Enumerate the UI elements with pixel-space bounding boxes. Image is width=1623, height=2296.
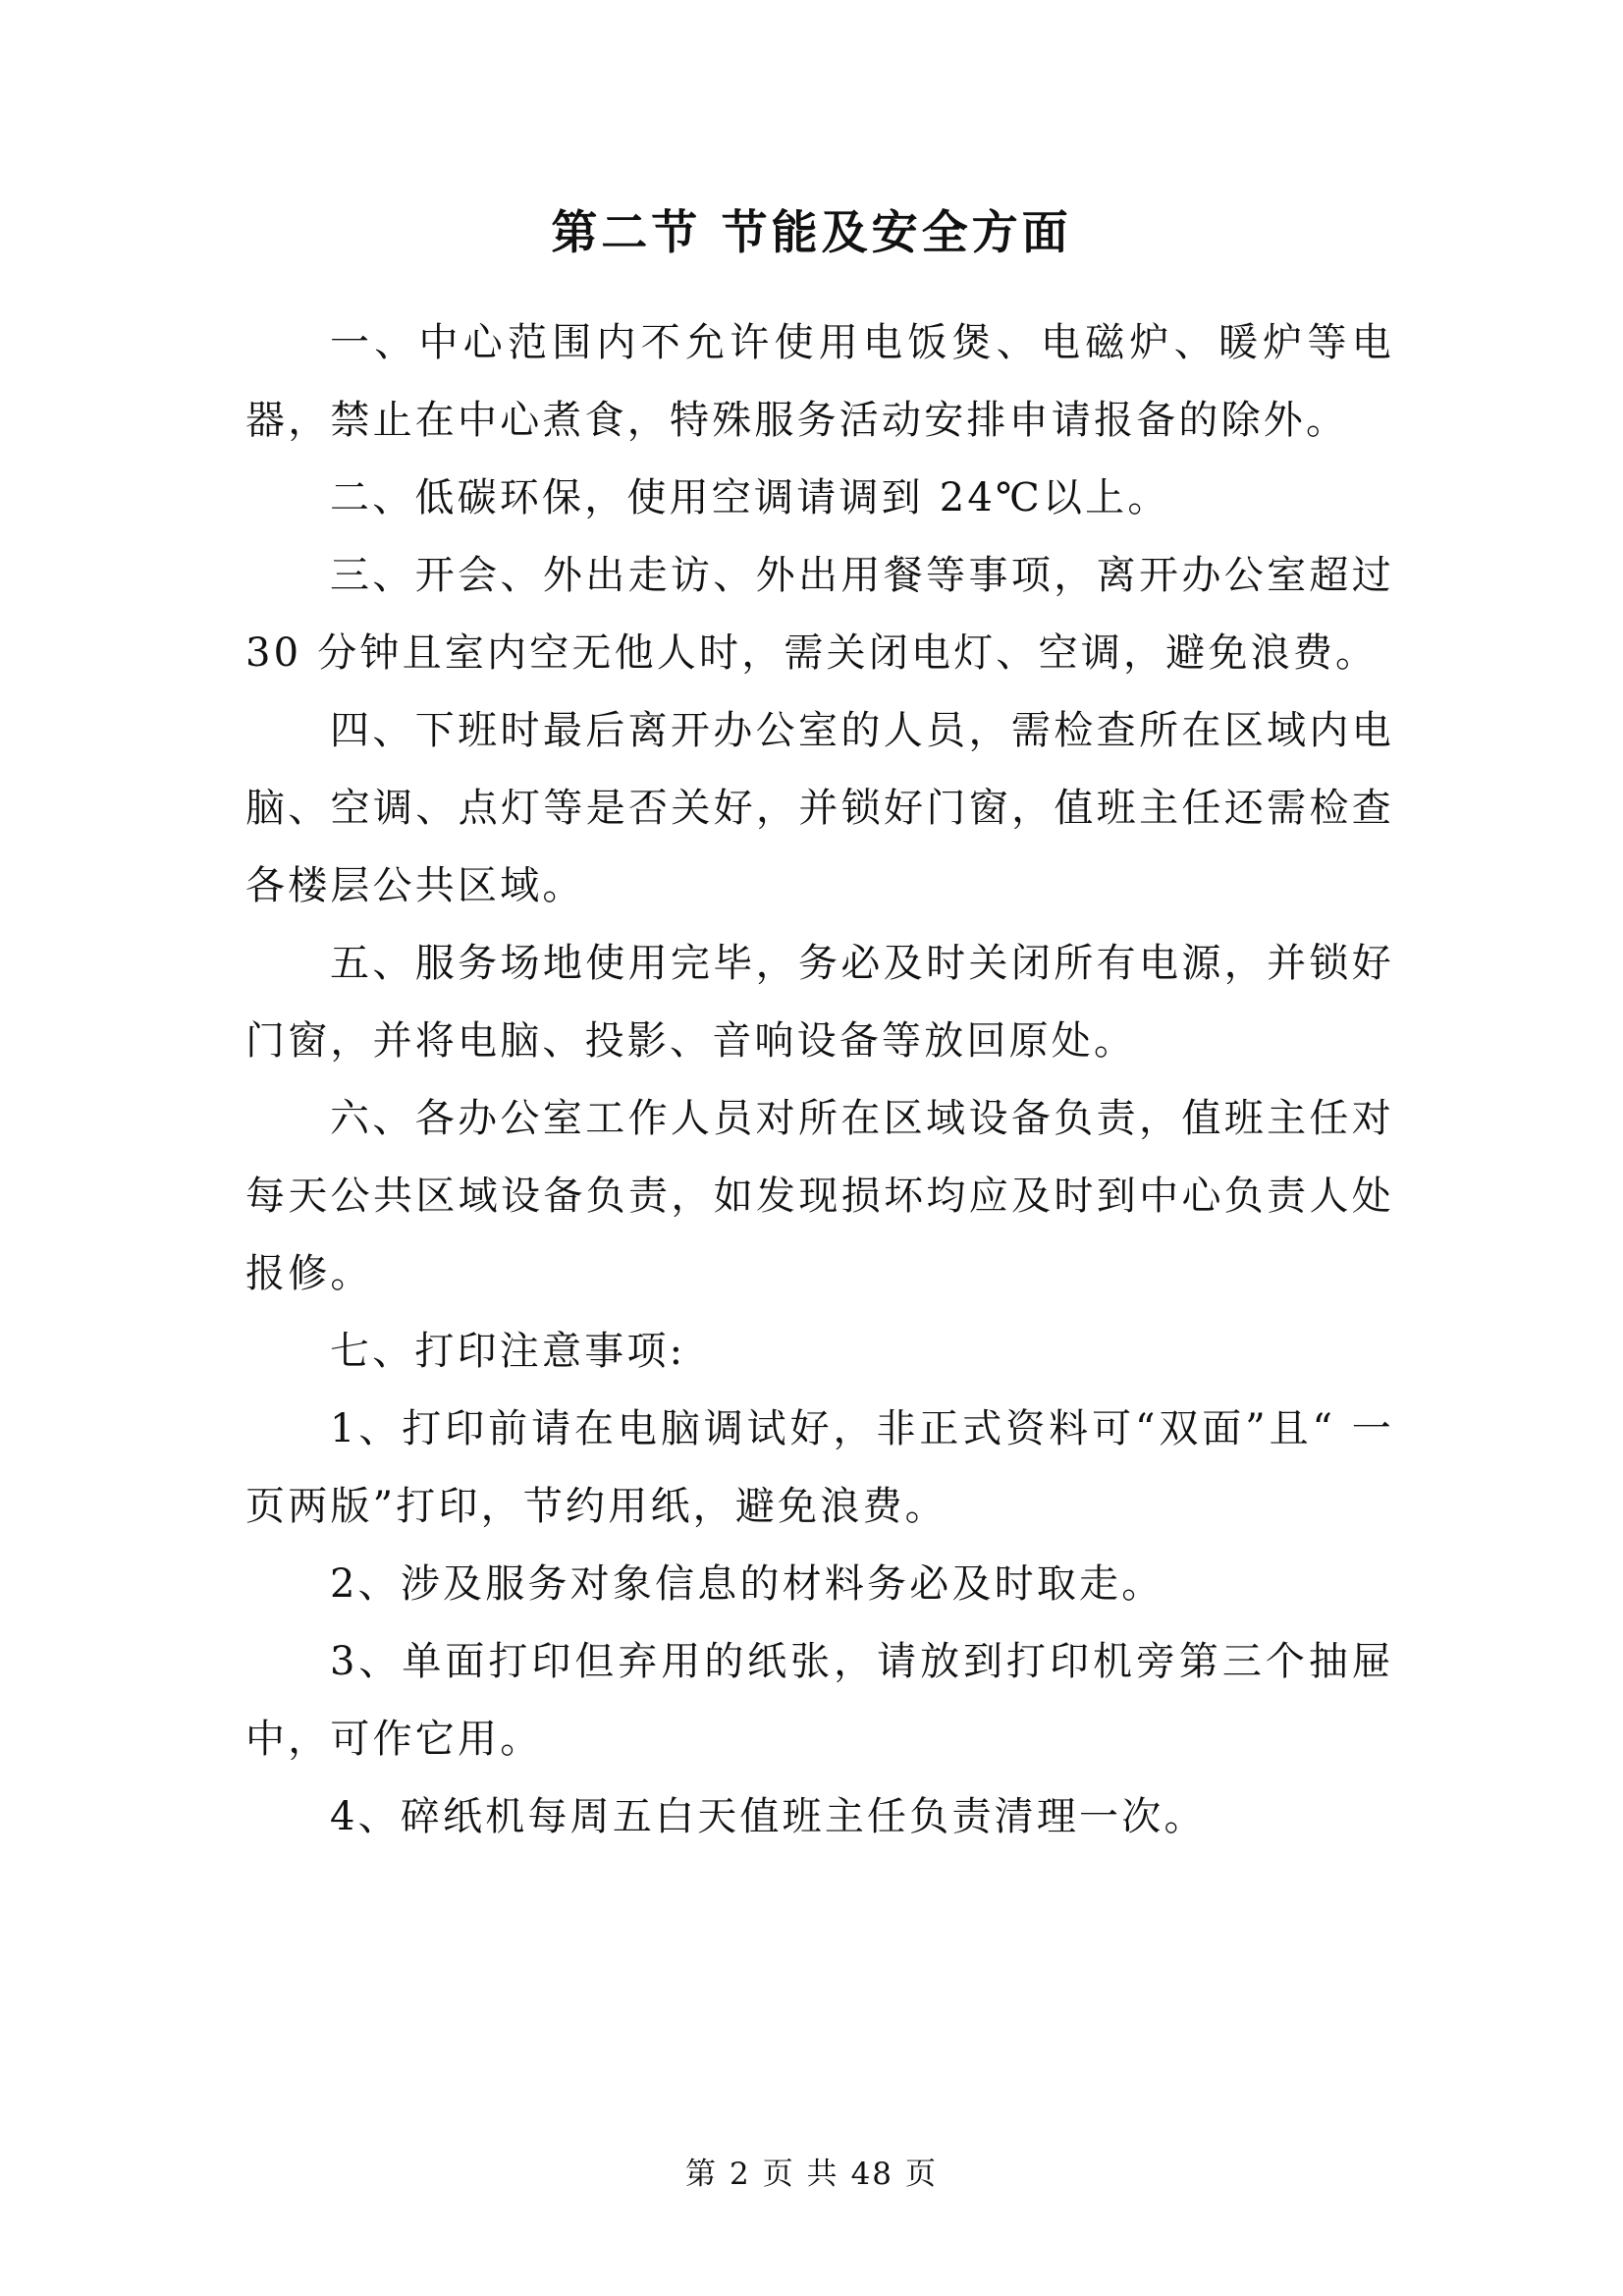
- document-body: [245, 304, 1394, 1856]
- paragraph-7-item-4: 4、碎纸机每周五白天值班主任负责清理一次。: [330, 1794, 1207, 1839]
- page-footer: [0, 2149, 1623, 2193]
- paragraph-7-item-2: 2、涉及服务对象信息的材料务必及时取走。: [330, 1561, 1164, 1607]
- paragraph-4: 四、下班时最后离开办公室的人员，需检查所在区域内电脑、空调、点灯等是否关好，并锁好门窗，值班主任还需检查各楼层公共区域。: [245, 708, 1394, 908]
- footer-prefix: 第: [684, 2157, 718, 2192]
- paragraph-7-item-1: 1、打印前请在电脑调试好，非正式资料可“双面”且“ 一页两版”打印，节约用纸，避免浪费。: [245, 1406, 1394, 1529]
- paragraph-6: 六、各办公室工作人员对所在区域设备负责，值班主任对每天公共区域设备负责，如发现损坏均应及时到中心负责人处报修。: [245, 1096, 1394, 1296]
- paragraph-7: 七、打印注意事项:: [330, 1329, 686, 1374]
- paragraph-5: 五、服务场地使用完毕，务必及时关闭所有电源，并锁好门窗，并将电脑、投影、音响设备等放回原处。: [245, 941, 1394, 1064]
- footer-total-pages: 48: [850, 2157, 894, 2192]
- footer-middle: 页 共: [762, 2157, 839, 2192]
- paragraph-1: 一、中心范围内不允许使用电饭煲、电磁炉、暖炉等电器，禁止在中心煮食，特殊服务活动安排申请报备的除外。: [245, 320, 1394, 443]
- section-title: 第二节 节能及安全方面: [551, 206, 1072, 260]
- paragraph-3: 三、开会、外出走访、外出用餐等事项，离开办公室超过 30 分钟且室内空无他人时，需关闭电灯、空调，避免浪费。: [245, 553, 1394, 676]
- footer-page-number: 2: [729, 2157, 751, 2192]
- paragraph-2: 二、低碳环保，使用空调请调到 24℃以上。: [330, 475, 1170, 520]
- footer-suffix: 页: [905, 2157, 939, 2192]
- paragraph-7-item-3: 3、单面打印但弃用的纸张，请放到打印机旁第三个抽屉中，可作它用。: [245, 1639, 1394, 1762]
